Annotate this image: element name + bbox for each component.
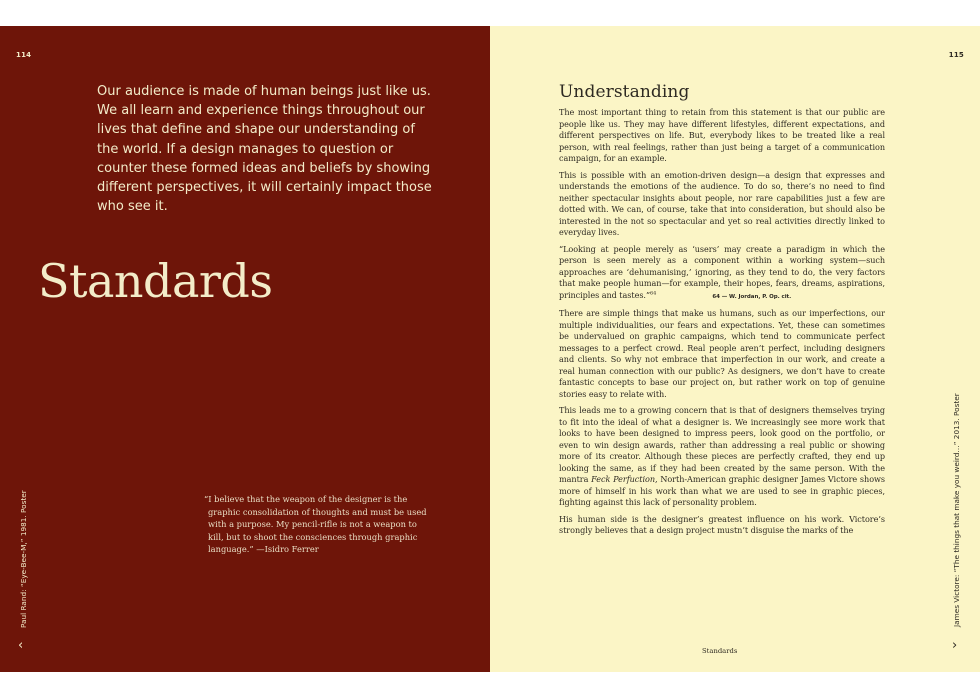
next-page-arrow-icon[interactable]: › (952, 638, 958, 653)
book-spread (0, 26, 980, 672)
section-title: Standards (38, 254, 273, 308)
running-footer: Standards (702, 647, 738, 655)
body-paragraph (559, 405, 885, 509)
body-text-column (559, 82, 885, 542)
footnote: 64 — W. Jordan, P. Op. cit. (712, 293, 792, 300)
page-number-left: 114 (16, 51, 32, 59)
page-number-right: 115 (948, 51, 964, 59)
body-paragraph: There are simple things that make us humans, such as our imperfections, our multiple individualities, our fears and expectations. Yet, these can sometimes be undervalued on graphic campaigns, which tend to communicate perfect messages to a perfect crowd. Real people aren’t perfect, including designers and clients. So why not embrace that imperfection in our work, and create a real human connection with our public? As designers, we don’t have to create fantastic concepts to base our project on, but rather work on top of genuine stories easy to relate with. (559, 308, 885, 399)
subsection-heading: Understanding (559, 82, 690, 102)
body-paragraph: The most important thing to retain from this statement is that our public are people like us. They may have different lifestyles, different expectations, and different perspectives on life. But, everybody likes to be treated like a real person, with real feelings, rather than just being a target of a communication campaign, for an example. (559, 107, 885, 163)
intro-paragraph: Our audience is made of human beings just like us. We all learn and experience things throughout our lives that define and shape our understanding of the world. If a design manages to question or counter these formed ideas and beliefs by showing different perspectives, it will certainly impact those who see it. (97, 84, 432, 215)
pull-quote: “I believe that the weapon of the designer is the graphic consolidation of thoughts and must be used with a purpose. My pencil-rifle is not a weapon to kill, but to shoot the consciences through graphic language.” —Isidro Ferrer (204, 494, 427, 555)
body-paragraph: His human side is the designer’s greatest influence on his work. Victore’s strongly believes that a design project mustn’t disguise the marks of the (559, 513, 885, 535)
left-page (0, 26, 490, 672)
image-caption-left: Paul Rand: “Eye-Bee-M,” 1981. Poster (19, 490, 28, 628)
paragraph-text: , North-American graphic designer James Victore shows more of himself in his work than what we are used to see in graphic pieces, fighting against this lack of personality problem. (559, 474, 886, 507)
paragraph-text: This leads me to a growing concern that is that of designers themselves trying to fit into the ideal of what a designer is. We increasingly see more work that looks to have been designed to impress peers, look good on the portfolio, or even to win design awards, rather than addressing a real public or showing more of its creator. Although these pieces are perfectly crafted, they end up looking the same, as if they had been created by the same person. With the mantra (559, 405, 885, 484)
body-paragraph: This is possible with an emotion-driven design—a design that expresses and understands the emotions of the audience. To do so, there’s no need to find neither spectacular insights about people, nor rare capabilities just a few are dotted with. We can, of course, take that into consideration, but should also be interested in the not so spectacular and yet so real activities directly linked to everyday lives. (559, 169, 885, 237)
emphasized-phrase: Feck Perfuction (591, 474, 656, 484)
block-quote (559, 244, 885, 304)
image-caption-right: James Victore: “The things that make you weird…” 2013. Poster (952, 393, 961, 627)
previous-page-arrow-icon[interactable]: ‹ (18, 638, 24, 653)
footnote-marker: 64 (650, 289, 657, 296)
quote-text: “Looking at people merely as ‘users’ may create a paradigm in which the person is seen merely as a component within a working system—such approaches are ‘dehumanising,’ ignoring, as they tend to do, the very factors that make people human—for example, their hopes, fears, dreams, aspirations, principles and tastes.” (559, 243, 885, 300)
